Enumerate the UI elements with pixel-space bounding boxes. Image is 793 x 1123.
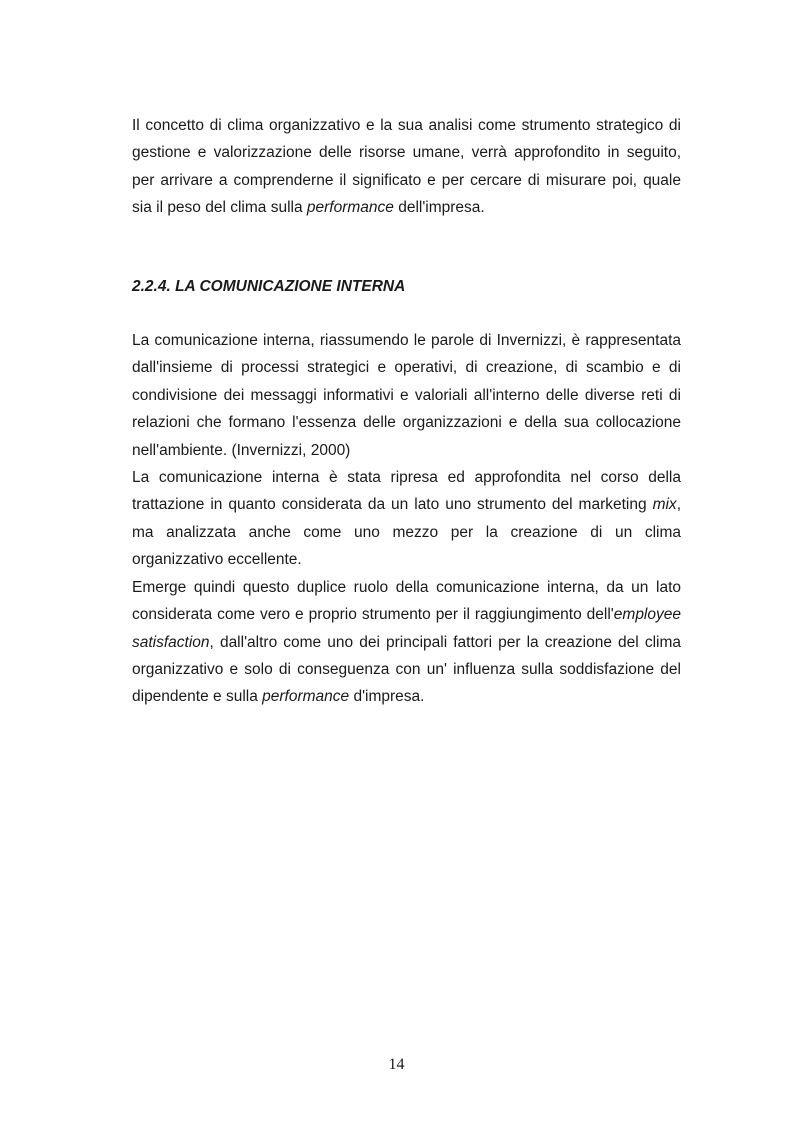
paragraph-text: , ma analizzata anche come uno mezzo per la creazione di un clima organizzativo eccellente. (132, 496, 681, 569)
page-number: 14 (388, 1056, 405, 1073)
paragraph-text: La comunicazione interna, riassumendo le parole di Invernizzi, è rappresentata dall'insieme di processi strategici e operativi, di creazione, di scambio e di condivisione dei messaggi informativi e valoriali all'interno delle diverse reti di relazioni che formano l'essenza delle organizzazioni e della sua collocazione nell'ambiente. (Invernizzi, 2000) (132, 332, 681, 459)
paragraph-text: Il concetto di clima organizzativo e la sua analisi come strumento strategico di gestione e valorizzazione delle risorse umane, verrà approfondito in seguito, per arrivare a comprenderne il significato e per cercare di misurare poi, quale sia il peso del clima sulla (132, 117, 681, 217)
paragraph-dual-role (132, 574, 681, 711)
paragraph-text: La comunicazione interna è stata ripresa ed approfondita nel corso della trattazione in quanto considerata da un lato uno strumento del marketing (132, 469, 681, 514)
section-heading: 2.2.4. LA COMUNICAZIONE INTERNA (132, 277, 406, 295)
paragraph-text: , dall'altro come uno dei principali fattori per la creazione del clima organizzativo e solo di conseguenza con un' influenza sulla soddisfazione del dipendente e sulla (132, 633, 681, 706)
paragraph-text: dell'impresa. (393, 199, 485, 217)
spacer (132, 222, 681, 249)
paragraph-marketing-mix (132, 464, 681, 574)
italic-term: mix (652, 496, 677, 514)
paragraph-text: Emerge quindi questo duplice ruolo della comunicazione interna, da un lato considerata come vero e proprio strumento per il raggiungimento dell' (132, 578, 681, 624)
page-body (132, 112, 681, 711)
paragraph-definition (132, 327, 681, 464)
italic-term: employee satisfaction (132, 606, 681, 651)
italic-term: performance (306, 199, 394, 217)
paragraph-text: d'impresa. (349, 688, 425, 706)
paragraph-climate (132, 112, 681, 222)
spacer (132, 300, 681, 327)
italic-term: performance (262, 688, 350, 706)
